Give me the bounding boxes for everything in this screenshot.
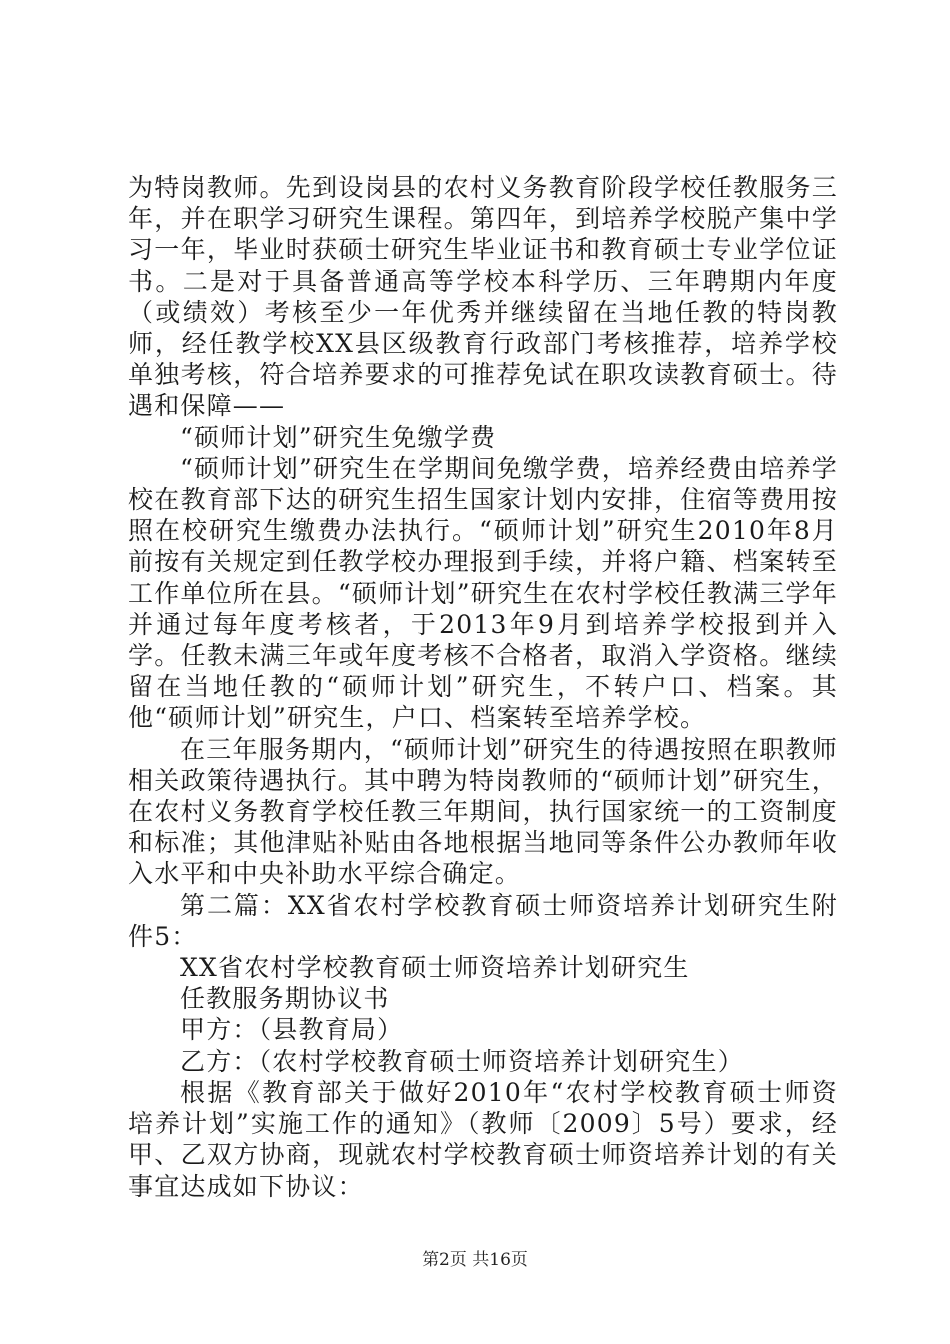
section-heading-benefits: “硕师计划”研究生免缴学费 — [180, 422, 497, 452]
agreement-title-line-2: 任教服务期协议书 — [180, 984, 390, 1014]
paragraph-agreement-basis: 根据《教育部关于做好2010年“农村学校教育硕士师资培养计划”实施工作的通知》（教师〔2009〕5号）要求，经甲、乙双方协商，现就农村学校教育硕士师资培养计划的有关事宜达成如下协议： — [128, 1077, 838, 1201]
document-body — [128, 172, 838, 1202]
party-a-line: 甲方：（县教育局） — [180, 1015, 404, 1045]
party-b-line: 乙方：（农村学校教育硕士师资培养计划研究生） — [180, 1046, 744, 1076]
agreement-title-line-1: XX省农村学校教育硕士师资培养计划研究生 — [180, 953, 690, 983]
page-number-footer: 第2页 共16页 — [422, 1250, 528, 1270]
paragraph-service-period: 在三年服务期内，“硕师计划”研究生的待遇按照在职教师相关政策待遇执行。其中聘为特岗教师的“硕师计划”研究生，在农村义务教育学校任教三年期间，执行国家统一的工资制度和标准；其他津贴补贴由各地根据当地同等条件公办教师年收入水平和中央补助水平综合确定。 — [128, 734, 838, 889]
paragraph-tuition: “硕师计划”研究生在学期间免缴学费，培养经费由培养学校在教育部下达的研究生招生国家计划内安排，住宿等费用按照在校研究生缴费办法执行。“硕师计划”研究生2010年8月前按有关规定到任教学校办理报到手续，并将户籍、档案转至工作单位所在县。“硕师计划”研究生在农村学校任教满三学年并通过每年度考核者，于2013年9月到培养学校报到并入学。任教未满三年或年度考核不合格者，取消入学资格。继续留在当地任教的“硕师计划”研究生，不转户口、档案。其他“硕师计划”研究生，户口、档案转至培养学校。 — [128, 453, 838, 733]
chapter-heading-part-two: 第二篇：XX省农村学校教育硕士师资培养计划研究生附件5： — [128, 890, 838, 951]
paragraph-continuation: 为特岗教师。先到设岗县的农村义务教育阶段学校任教服务三年，并在职学习研究生课程。第四年，到培养学校脱产集中学习一年，毕业时获硕士研究生毕业证书和教育硕士专业学位证书。二是对于具备普通高等学校本科学历、三年聘期内年度（或绩效）考核至少一年优秀并继续留在当地任教的特岗教师，经任教学校XX县区级教育行政部门考核推荐，培养学校单独考核，符合培养要求的可推荐免试在职攻读教育硕士。待遇和保障—— — [128, 173, 838, 421]
